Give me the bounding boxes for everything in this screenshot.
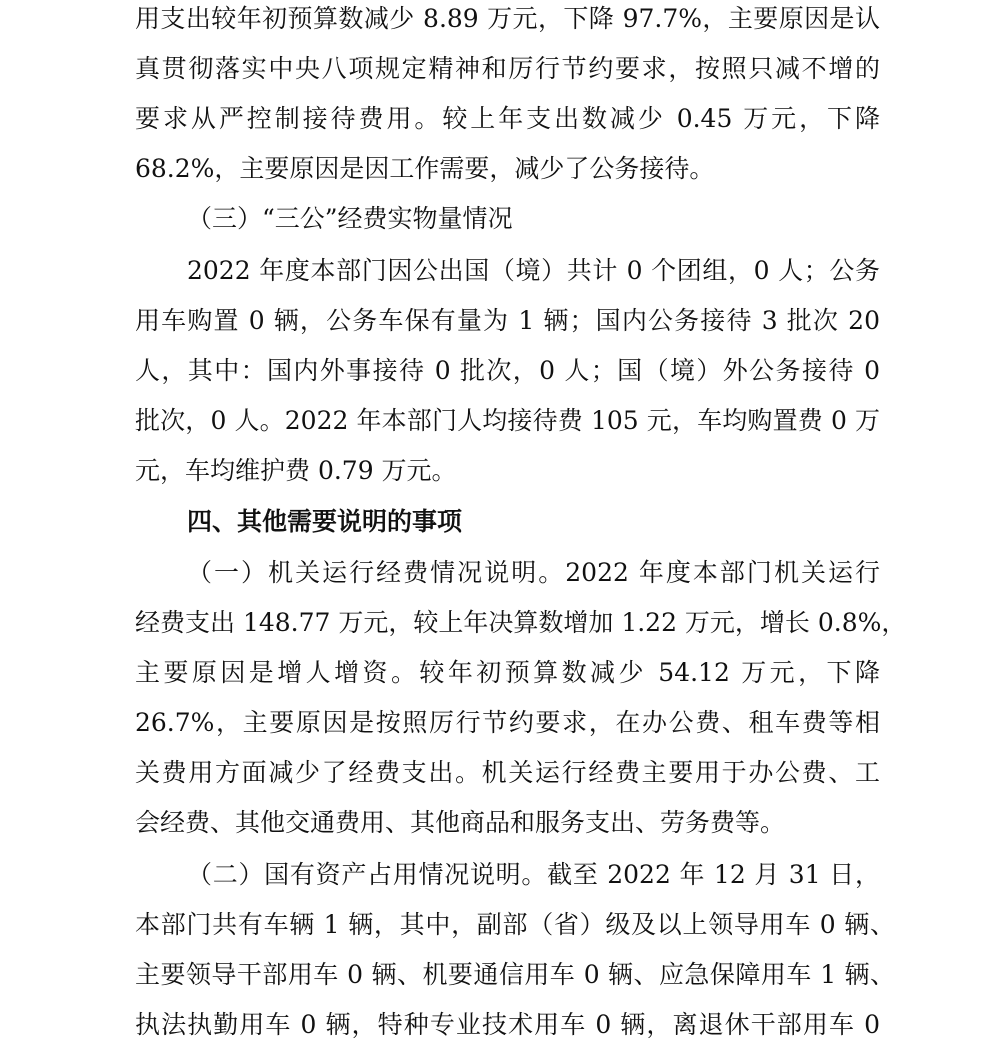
paragraph-line: 经费支出 148.77 万元，较上年决算数增加 1.22 万元，增长 0.8%，	[135, 608, 907, 637]
paragraph-line: 要求从严控制接待费用。较上年支出数减少 0.45 万元，下降	[135, 104, 880, 133]
paragraph-line: 用车购置 0 辆，公务车保有量为 1 辆；国内公务接待 3 批次 20	[135, 306, 880, 335]
paragraph-line: 人，其中：国内外事接待 0 批次，0 人；国（境）外公务接待 0	[135, 356, 880, 385]
paragraph-line: 68.2%，主要原因是因工作需要，减少了公务接待。	[135, 154, 715, 183]
paragraph-line: 关费用方面减少了经费支出。机关运行经费主要用于办公费、工	[135, 758, 880, 787]
paragraph-line: 主要原因是增人增资。较年初预算数减少 54.12 万元，下降	[135, 658, 880, 687]
paragraph-line: （二）国有资产占用情况说明。截至 2022 年 12 月 31 日，	[187, 860, 880, 889]
paragraph-line: 26.7%，主要原因是按照厉行节约要求，在办公费、租车费等相	[135, 708, 880, 737]
paragraph-line: （一）机关运行经费情况说明。2022 年度本部门机关运行	[187, 558, 880, 587]
paragraph-line: 会经费、其他交通费用、其他商品和服务支出、劳务费等。	[135, 808, 786, 837]
section-heading: 四、其他需要说明的事项	[187, 507, 463, 536]
paragraph-line: 本部门共有车辆 1 辆，其中，副部（省）级及以上领导用车 0 辆、	[135, 910, 895, 939]
paragraph-line: 主要领导干部用车 0 辆、机要通信用车 0 辆、应急保障用车 1 辆、	[135, 960, 895, 989]
paragraph-line: 批次，0 人。2022 年本部门人均接待费 105 元，车均购置费 0 万	[135, 406, 880, 435]
paragraph-line: 执法执勤用车 0 辆，特种专业技术用车 0 辆，离退休干部用车 0	[135, 1010, 880, 1039]
paragraph-line: 用支出较年初预算数减少 8.89 万元，下降 97.7%，主要原因是认	[135, 4, 880, 33]
paragraph-line: 元，车均维护费 0.79 万元。	[135, 456, 457, 485]
subsection-heading: （三）“三公”经费实物量情况	[187, 204, 513, 233]
paragraph-line: 真贯彻落实中央八项规定精神和厉行节约要求，按照只减不增的	[135, 54, 880, 83]
paragraph-line: 2022 年度本部门因公出国（境）共计 0 个团组，0 人；公务	[187, 256, 880, 285]
